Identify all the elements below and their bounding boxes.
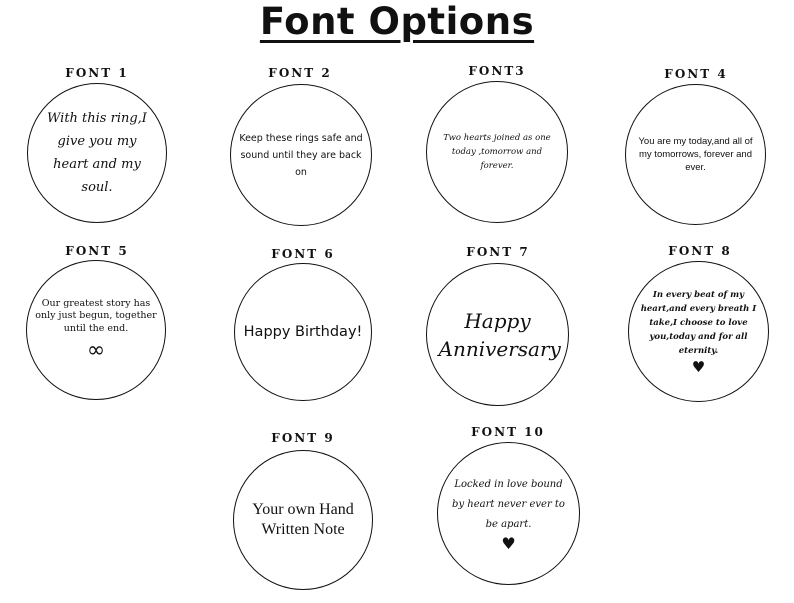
font-label: FONT 1 — [65, 66, 129, 80]
sample-text: Happy Anniversary — [438, 308, 561, 361]
font-label: FONT 4 — [664, 67, 728, 81]
font-option-9[interactable] — [233, 428, 373, 596]
font-sample-circle — [230, 84, 372, 226]
font-label: FONT 6 — [271, 247, 335, 261]
font-sample-circle — [426, 81, 568, 223]
font-sample-circle — [625, 84, 766, 225]
sample-text: Two hearts joined as one today ,tomorrow and forever. — [443, 133, 551, 171]
sample-text: In every beat of my heart,and every breath I take,I choose to love you,today and for all eternity. — [640, 290, 757, 356]
font-option-7[interactable] — [426, 242, 570, 406]
font-option-6[interactable] — [234, 244, 372, 404]
font-option-5[interactable] — [25, 241, 169, 401]
font-label: FONT 10 — [471, 425, 545, 439]
sample-text: Locked in love bound by heart never ever to be apart. — [452, 479, 565, 530]
font-sample-circle — [233, 450, 373, 590]
font-label: FONT 7 — [466, 245, 530, 259]
font-option-10[interactable] — [436, 422, 580, 594]
font-label: FONT 5 — [65, 244, 129, 258]
font-sample-circle — [27, 83, 167, 223]
font-option-1[interactable] — [25, 62, 169, 222]
sample-text: Happy Birthday! — [243, 324, 363, 340]
infinity-icon: ∞ — [86, 338, 106, 364]
font-option-3[interactable] — [425, 61, 569, 223]
font-sample-circle — [437, 442, 580, 585]
font-sample-circle — [234, 263, 372, 401]
sample-text: Our greatest story has only just begun, together until the end. — [35, 297, 157, 334]
font-sample-circle — [426, 263, 569, 406]
font-option-4[interactable] — [624, 64, 768, 225]
sample-text: With this ring,I give you my heart and my soul. — [47, 111, 147, 195]
sample-text: You are my today,and all of my tomorrows, forever and ever. — [638, 136, 753, 173]
sample-text: Keep these rings safe and sound until they are back on — [239, 132, 363, 178]
font-option-8[interactable] — [628, 241, 772, 402]
heart-icon: ♥ — [691, 358, 706, 376]
page-title: Font Options — [259, 0, 535, 43]
font-label: FONT 2 — [268, 66, 332, 80]
font-label: FONT 9 — [271, 431, 335, 445]
font-option-2[interactable] — [228, 62, 372, 226]
sample-text: Your own Hand Written Note — [252, 501, 354, 538]
font-sample-circle — [26, 260, 166, 400]
heart-icon: ♥ — [501, 534, 516, 553]
font-label: FONT 8 — [668, 244, 732, 258]
font-sample-circle — [628, 261, 769, 402]
font-label: FONT3 — [468, 64, 526, 78]
